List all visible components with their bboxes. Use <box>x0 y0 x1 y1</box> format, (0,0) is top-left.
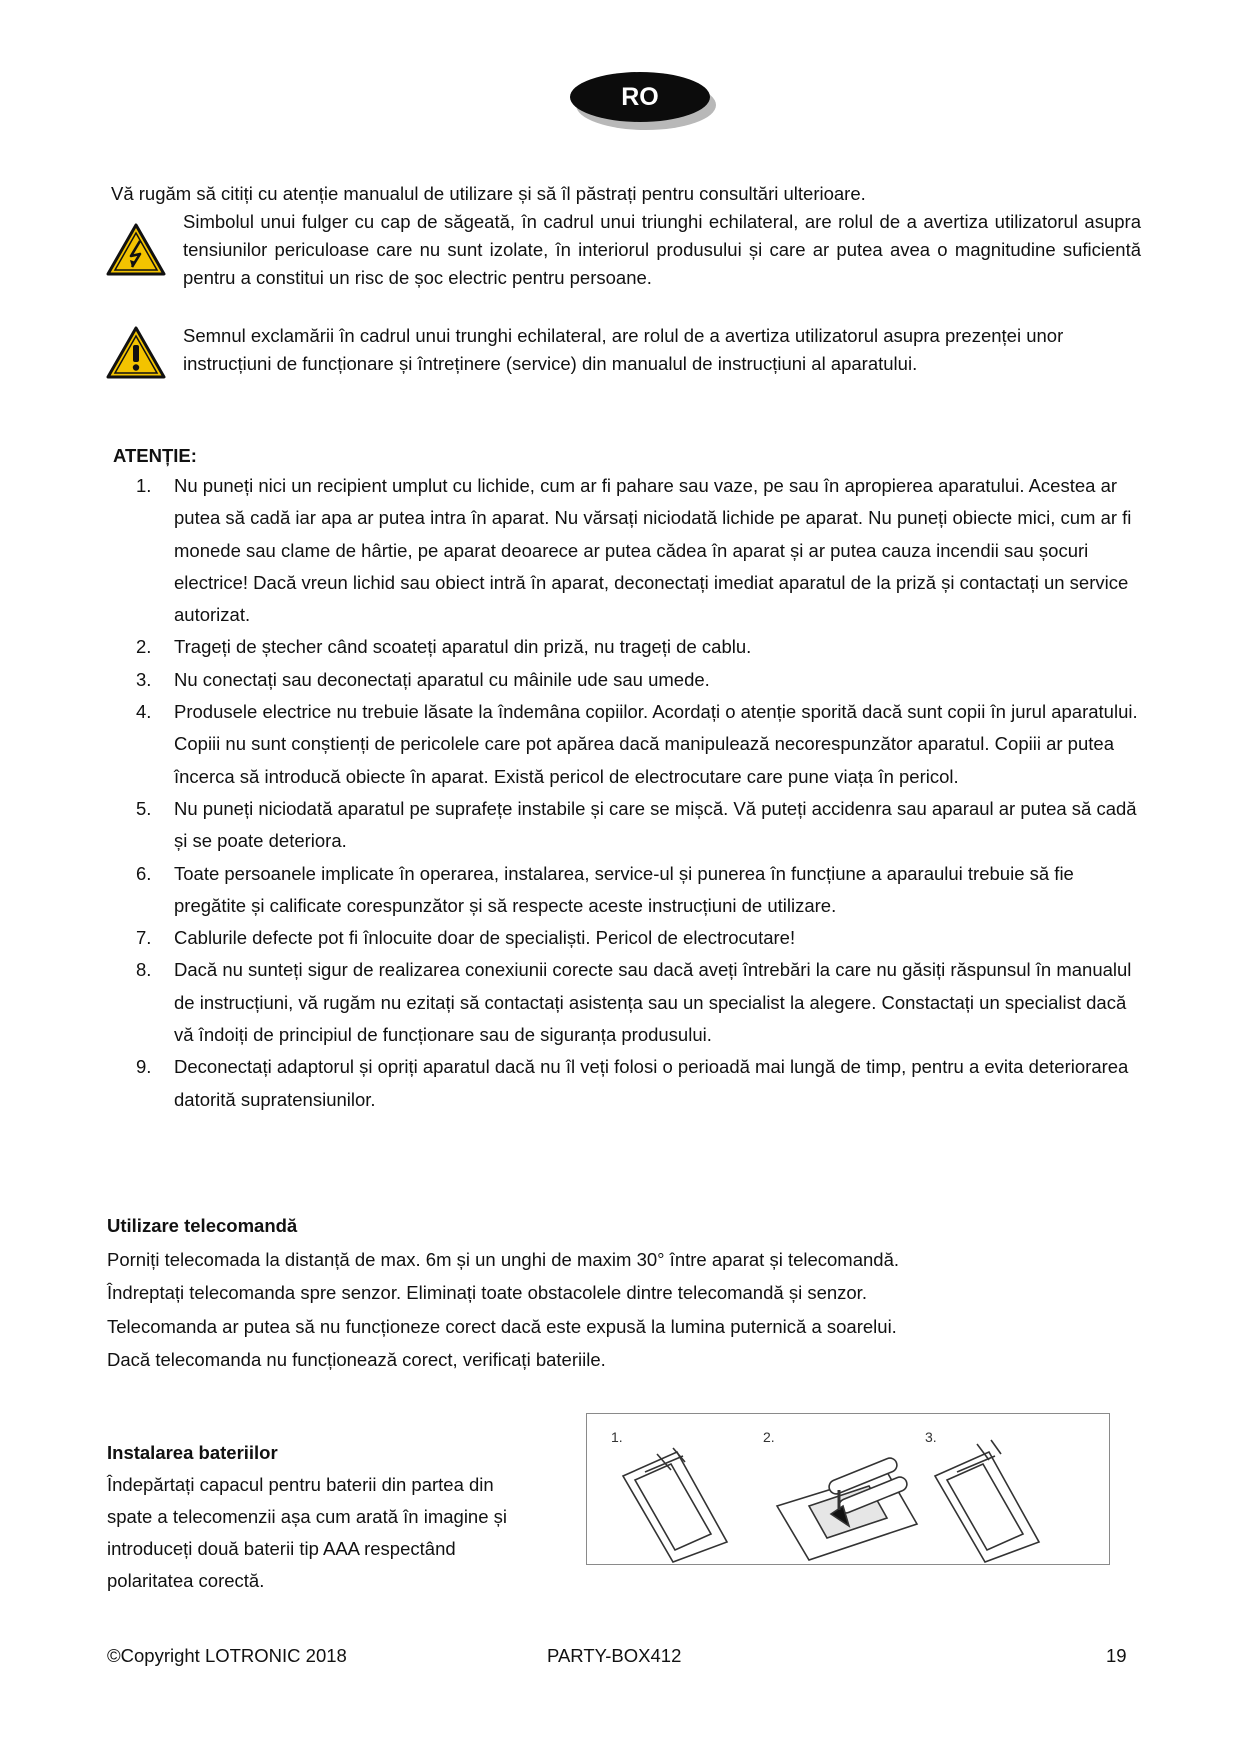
warning-text-lightning: Simbolul unui fulger cu cap de săgeată, în cadrul unui triunghi echilateral, are rolul de a avertiza utilizatorul asupra tensiunilor periculoase care nu sunt izolate, în interiorul produsului și care ar putea avea o magnitudine suficientă pentru a constitui un risc de șoc electric pentru persoane. <box>183 211 1141 288</box>
list-item-text: Cablurile defecte pot fi înlocuite doar de specialiști. Pericol de electrocutare! <box>174 927 796 949</box>
lightning-warning-icon <box>106 223 166 277</box>
list-item <box>120 922 1140 954</box>
list-item-text: Nu puneți niciodată aparatul pe suprafețe instabile și care se mișcă. Vă puteți accidenra sau aparaul ar putea să cadă și se poate deteriora. <box>174 797 1137 852</box>
remote-section <box>107 1209 1147 1377</box>
list-item-number: 1. <box>136 475 152 496</box>
warning-block-exclamation <box>106 322 1141 378</box>
list-item <box>120 954 1140 1051</box>
remote-back-step-1-icon <box>623 1448 727 1562</box>
remote-line: Dacă telecomanda nu funcționează corect, verificați bateriile. <box>107 1349 606 1370</box>
list-item-number: 7. <box>136 927 152 949</box>
figure-step-1-label: 1. <box>611 1429 623 1445</box>
batteries-section <box>107 1437 577 1597</box>
list-item-text: Toate persoanele implicate în operarea, instalarea, service-ul și punerea în funcțiune a aparaului trebuie să fie pregătite și calificate corespunzător și să respecte aceste instrucțiuni de utilizare. <box>174 862 1074 916</box>
footer-page-number: 19 <box>1106 1645 1127 1666</box>
list-item-text: Dacă nu sunteți sigur de realizarea conexiunii corecte sau dacă aveți întrebări la care nu găsiți răspunsul în manualul de instrucțiuni, vă rugăm nu ezitați să contactați asistența sau un specialist la alegere. Constactați un specialist dacă vă îndoiți de principiul de funcționare sau de siguranța produsului. <box>174 959 1132 1046</box>
list-item-number: 4. <box>136 701 152 723</box>
list-item-text: Produsele electrice nu trebuie lăsate la îndemâna copiilor. Acordați o atenție sporită dacă sunt copii în jurul aparatului. Copiii nu sunt conștienți de pericolele care pot apărea dacă manipulează necorespunzător aparatul. Copiii ar putea încerca să introducă obiecte în aparat. Există pericol de electrocutare care pune viața în pericol. <box>174 701 1138 787</box>
exclamation-warning-icon <box>106 326 166 380</box>
attention-list <box>120 470 1140 1116</box>
list-item-number: 3. <box>136 668 152 690</box>
list-item <box>120 664 1140 696</box>
batteries-line: Îndepărtați capacul pentru baterii din partea din <box>107 1474 494 1495</box>
footer-model: PARTY-BOX412 <box>547 1645 682 1666</box>
remote-batteries-step-2-icon <box>777 1456 917 1560</box>
attention-title: ATENȚIE: <box>113 445 197 466</box>
batteries-line: polaritatea corectă. <box>107 1570 265 1591</box>
remote-line: Telecomanda ar putea să nu funcționeze corect dacă este expusă la lumina puternică a soarelui. <box>107 1315 897 1337</box>
figure-step-2-label: 2. <box>763 1429 775 1445</box>
list-item <box>120 1051 1140 1116</box>
list-item <box>120 793 1140 858</box>
list-item-number: 8. <box>136 959 152 981</box>
list-item <box>120 470 1140 631</box>
warning-block-lightning <box>106 208 1141 292</box>
list-item-text: Nu puneți nici un recipient umplut cu lichide, cum ar fi pahare sau vaze, pe sau în apropierea aparatului. Acestea ar putea să cadă iar apa ar putea intra în aparat. Nu vărsați niciodată lichide pe aparat. Nu puneți obiecte mici, cum ar fi monede sau clame de hârtie, pe aparat deoarece ar putea cădea în aparat și ar putea cauza incendii sau șocuri electrice! Dacă vreun lichid sau obiect intră în aparat, deconectați imediat aparatul de la priză și contactați un service autorizat. <box>174 475 1132 626</box>
list-item-text: Nu conectați sau deconectați aparatul cu mâinile ude sau umede. <box>174 668 710 690</box>
list-item-text: Deconectați adaptorul și opriți aparatul dacă nu îl veți folosi o perioadă mai lungă de timp, pentru a evita deteriorarea datorită supratensiunilor. <box>174 1056 1129 1110</box>
warning-text-exclamation: Semnul exclamării în cadrul unui trunghi echilateral, are rolul de a avertiza utilizatorul asupra prezenței unor instrucțiuni de funcționare și întreținere (service) din manualul de instrucțiuni al aparatului. <box>183 325 1064 374</box>
intro-text: Vă rugăm să citiți cu atenție manualul de utilizare și să îl păstrați pentru consultări ulterioare. <box>111 183 866 204</box>
list-item-number: 9. <box>136 1056 152 1078</box>
list-item-number: 6. <box>136 862 152 884</box>
list-item-number: 5. <box>136 797 152 819</box>
batteries-section-title: Instalarea bateriilor <box>107 1442 278 1463</box>
remote-back-step-3-icon <box>935 1440 1039 1562</box>
footer-copyright: ©Copyright LOTRONIC 2018 <box>107 1645 347 1666</box>
remote-line: Porniți telecomada la distanță de max. 6m și un unghi de maxim 30° între aparat și telecomandă. <box>107 1248 900 1270</box>
list-item <box>120 631 1140 663</box>
battery-installation-illustration <box>587 1414 1108 1563</box>
list-item-number: 2. <box>136 636 152 658</box>
figure-step-3-label: 3. <box>925 1429 937 1445</box>
batteries-line: introduceți două baterii tip AAA respectând <box>107 1538 456 1559</box>
list-item <box>120 858 1140 923</box>
language-badge-label: RO <box>570 72 710 122</box>
list-item <box>120 696 1140 793</box>
batteries-line: spate a telecomenzii așa cum arată în imagine și <box>107 1506 508 1527</box>
list-item-text: Trageți de ștecher când scoateți aparatul din priză, nu trageți de cablu. <box>174 636 752 658</box>
language-badge <box>570 72 718 130</box>
remote-section-title: Utilizare telecomandă <box>107 1215 298 1236</box>
battery-installation-figure <box>586 1413 1110 1565</box>
remote-line: Îndreptați telecomanda spre senzor. Eliminați toate obstacolele dintre telecomandă și senzor. <box>107 1282 867 1303</box>
